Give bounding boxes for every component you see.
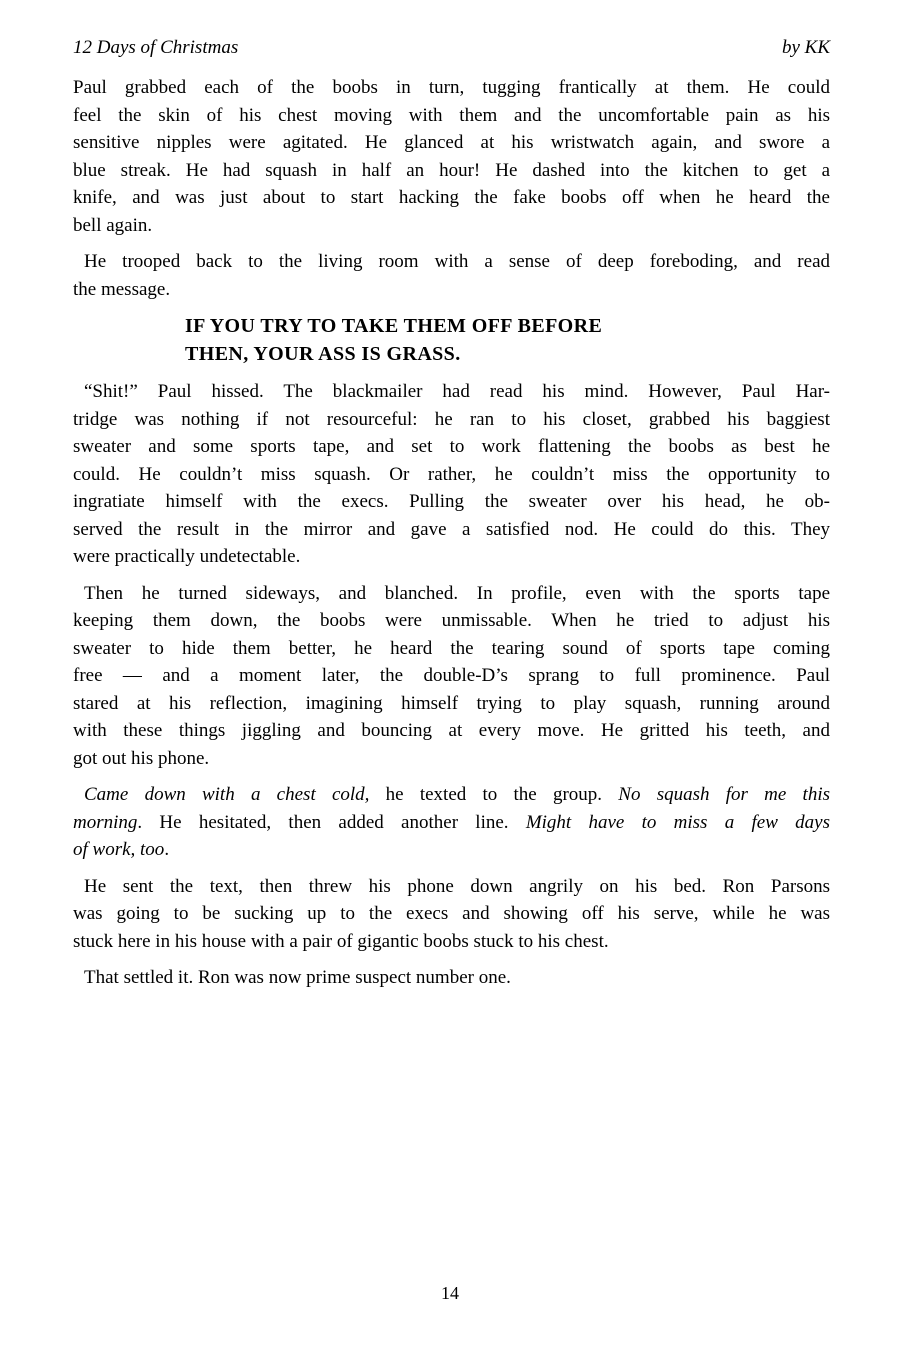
text-line: keeping them down, the boobs were unmissable. When he tried to adjust his (73, 610, 830, 631)
text-line: sweater and some sports tape, and set to work flattening the boobs as best he (73, 436, 830, 457)
text-line: free — and a moment later, the double-D’s sprang to full prominence. Paul (73, 665, 830, 686)
page-number: 14 (441, 1283, 459, 1303)
text-line: “Shit!” Paul hissed. The blackmailer had read his mind. However, Paul Har- (84, 381, 830, 402)
body-paragraph (73, 964, 830, 992)
text-line: feel the skin of his chest moving with them and the uncomfortable pain as his (73, 104, 830, 126)
text-line: sensitive nipples were agitated. He glanced at his wristwatch again, and swore a (73, 132, 830, 153)
text-line: He sent the text, then threw his phone down angrily on his bed. Ron Parsons (84, 875, 830, 897)
text-line: ingratiate himself with the execs. Pulling the sweater over his head, he ob- (73, 491, 830, 512)
body-paragraph (73, 873, 830, 956)
text-line: could. He couldn’t miss squash. Or rather, he couldn’t miss the opportunity to (73, 463, 830, 485)
text-line: the message. (73, 278, 171, 300)
body-paragraph (73, 378, 830, 571)
text-line: with these things jiggling and bouncing at every move. He gritted his teeth, and (73, 720, 830, 741)
text-line: stuck here in his house with a pair of gigantic boobs stuck to his chest. (73, 930, 609, 952)
text-line: THEN, YOUR ASS IS GRASS. (185, 342, 461, 365)
text-line: He trooped back to the living room with a sense of deep foreboding, and read (84, 251, 830, 272)
body-paragraph (73, 781, 830, 864)
author-credit: by KK (781, 37, 830, 58)
text-line: stared at his reflection, imagining himself trying to play squash, running around (73, 692, 830, 714)
text-line: was going to be sucking up to the execs and showing off his serve, while he was (73, 903, 830, 924)
page-body (73, 74, 830, 992)
blockquote-paragraph (185, 313, 830, 368)
text-line: Paul grabbed each of the boobs in turn, tugging frantically at them. He could (73, 77, 830, 98)
running-title: 12 Days of Christmas (73, 37, 239, 58)
body-paragraph (73, 74, 830, 239)
text-line: were practically undetectable. (73, 546, 301, 567)
text-line: bell again. (73, 214, 153, 236)
text-line: Then he turned sideways, and blanched. In profile, even with the sports tape (84, 582, 830, 604)
text-line: morning. He hesitated, then added another line. Might have to miss a few days (73, 811, 830, 833)
text-line: of work, too. (73, 839, 170, 860)
page-footer (0, 1283, 900, 1304)
running-header (73, 36, 830, 60)
text-block (73, 36, 830, 1001)
text-line: got out his phone. (73, 747, 210, 769)
text-line: served the result in the mirror and gave a satisfied nod. He could do this. They (73, 518, 830, 540)
text-line: Came down with a chest cold, he texted to the group. No squash for me this (84, 784, 830, 805)
body-paragraph (73, 580, 830, 773)
text-line: knife, and was just about to start hacking the fake boobs off when he heard the (73, 187, 830, 208)
text-line: blue streak. He had squash in half an hour! He dashed into the kitchen to get a (73, 159, 830, 181)
text-line: That settled it. Ron was now prime suspect number one. (84, 967, 511, 988)
text-line: sweater to hide them better, he heard the tearing sound of sports tape coming (73, 637, 830, 659)
text-line: IF YOU TRY TO TAKE THEM OFF BEFORE (185, 315, 603, 337)
text-line: tridge was nothing if not resourceful: he ran to his closet, grabbed his baggiest (73, 408, 830, 430)
body-paragraph (73, 248, 830, 303)
